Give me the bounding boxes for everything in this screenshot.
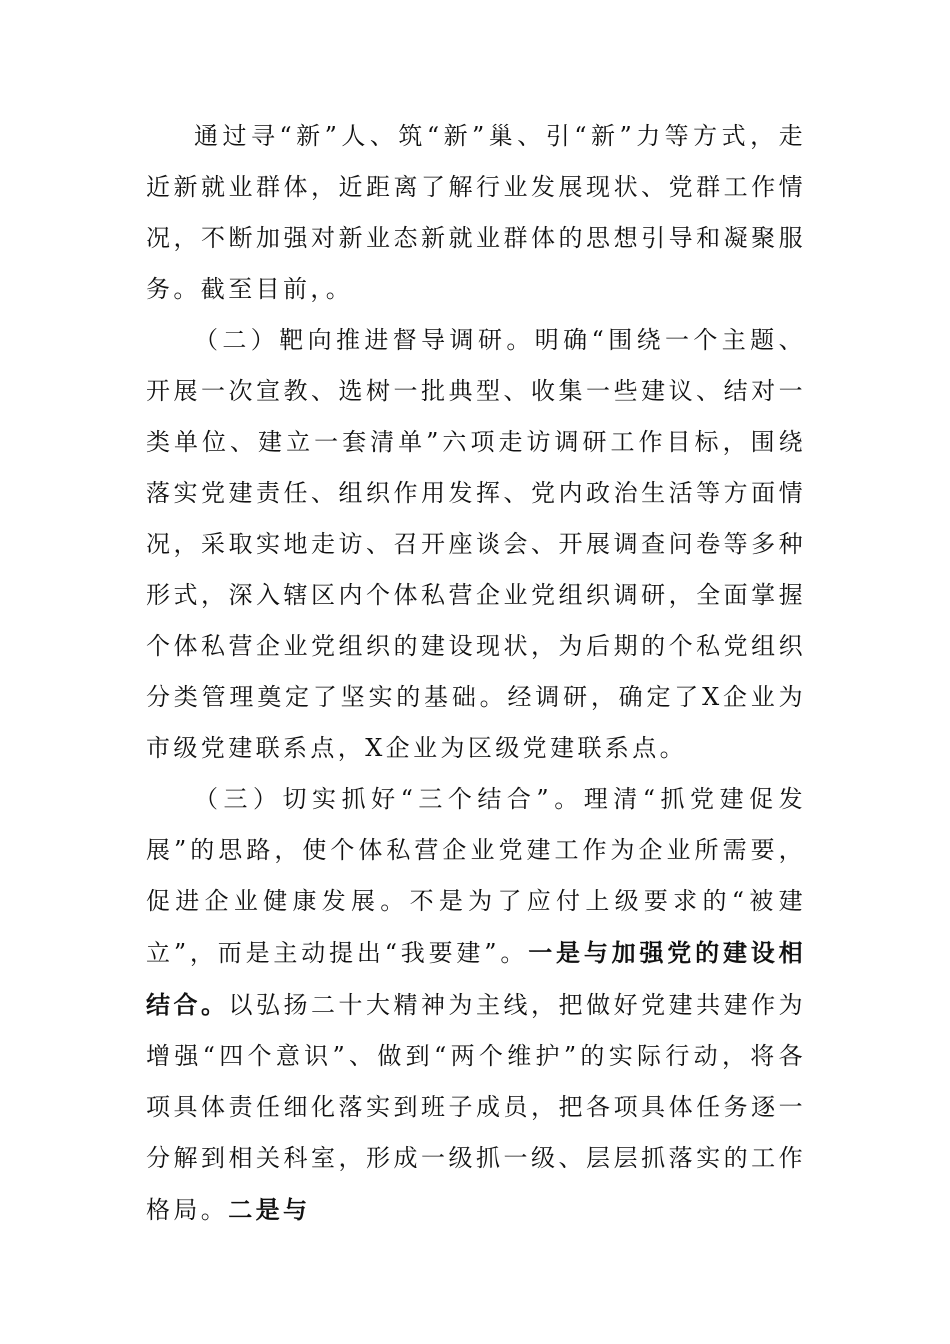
paragraph-3-bold-2: 二是与 <box>228 1195 311 1224</box>
paragraph-3 <box>146 774 806 1236</box>
paragraph-3-bold-1: 一是与加强党的建设相结合。 <box>146 938 807 1019</box>
paragraph-2 <box>146 315 806 774</box>
paragraph-2-heading: （二）靶向推进督导调研。 <box>194 326 535 354</box>
paragraph-3-text-1: 理清“抓党建促发展”的思路，使个体私营企业党建工作为企业所需要，促进企业健康发展。不是为了应付上级要求的“被建立”，而是主动提出“我要建”。 <box>146 785 806 967</box>
document-body <box>146 111 806 1236</box>
paragraph-1 <box>146 111 806 315</box>
paragraph-1-text: 通过寻“新”人、筑“新”巢、引“新”力等方式，走近新就业群体，近距离了解行业发展现状、党群工作情况，不断加强对新业态新就业群体的思想引导和凝聚服务。截至目前，。 <box>146 122 806 303</box>
paragraph-3-heading: （三）切实抓好“三个结合”。 <box>194 785 584 813</box>
paragraph-3-text-2: 以弘扬二十大精神为主线，把做好党建共建作为增强“四个意识”、做到“两个维护”的实际行动，将各项具体责任细化落实到班子成员，把各项具体任务逐一分解到相关科室，形成一级抓一级、层层抓落实的工作格局。 <box>146 991 806 1224</box>
paragraph-2-text: 明确“围绕一个主题、开展一次宣教、选树一批典型、收集一些建议、结对一类单位、建立一套清单”六项走访调研工作目标，围绕落实党建责任、组织作用发挥、党内政治生活等方面情况，采取实地走访、召开座谈会、开展调查问卷等多种形式，深入辖区内个体私营企业党组织调研，全面掌握个体私营企业党组织的建设现状，为后期的个私党组织分类管理奠定了坚实的基础。经调研，确定了X企业为市级党建联系点，X企业为区级党建联系点。 <box>146 326 806 762</box>
